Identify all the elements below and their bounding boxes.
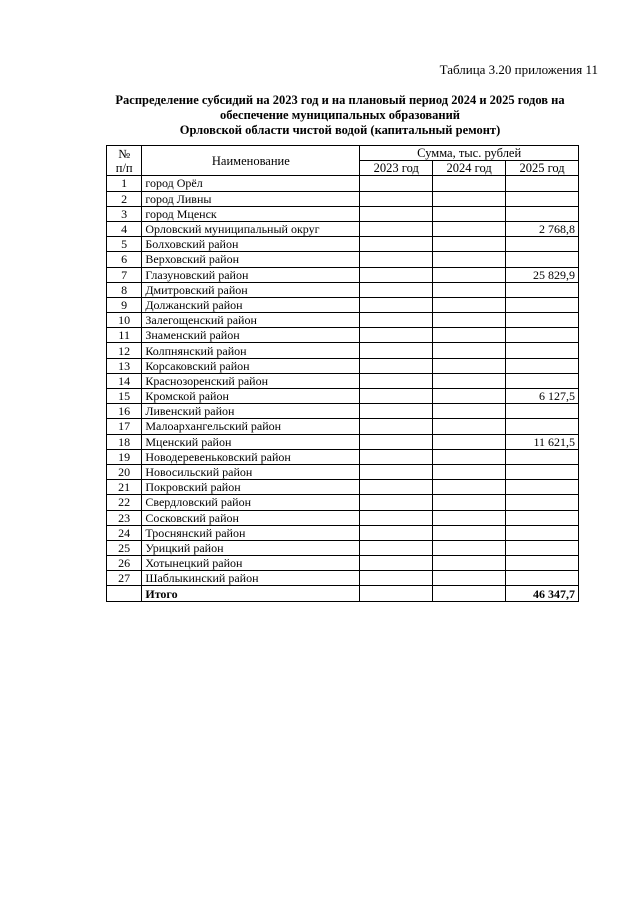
title-line: Орловской области чистой водой (капитальный ремонт) (179, 123, 501, 137)
row-value-2025 (506, 510, 579, 525)
row-value-2023 (360, 449, 433, 464)
row-value-2023 (360, 540, 433, 555)
row-value-2025 (506, 313, 579, 328)
row-value-2024 (433, 206, 506, 221)
table-row (107, 556, 579, 571)
row-value-2025 (506, 373, 579, 388)
row-number: 26 (107, 556, 142, 571)
row-number: 6 (107, 252, 142, 267)
table-row (107, 282, 579, 297)
row-value-2025 (506, 328, 579, 343)
row-value-2024 (433, 252, 506, 267)
row-name: город Мценск (142, 206, 360, 221)
row-name: Свердловский район (142, 495, 360, 510)
row-value-2024 (433, 571, 506, 586)
row-value-2023 (360, 221, 433, 236)
row-value-2025 (506, 282, 579, 297)
row-number: 1 (107, 176, 142, 191)
table-row (107, 358, 579, 373)
row-value-2023 (360, 525, 433, 540)
row-value-2024 (433, 237, 506, 252)
row-name: Покровский район (142, 480, 360, 495)
row-number: 13 (107, 358, 142, 373)
row-value-2023 (360, 495, 433, 510)
row-name: Корсаковский район (142, 358, 360, 373)
row-value-2025 (506, 206, 579, 221)
row-name: Мценский район (142, 434, 360, 449)
row-name: Хотынецкий район (142, 556, 360, 571)
row-number: 24 (107, 525, 142, 540)
table-row (107, 373, 579, 388)
table-row (107, 480, 579, 495)
row-value-2024 (433, 419, 506, 434)
row-value-2024 (433, 358, 506, 373)
table-row (107, 328, 579, 343)
table-header (107, 146, 579, 176)
table-row (107, 313, 579, 328)
row-number: 15 (107, 389, 142, 404)
total-value-2024 (433, 586, 506, 601)
row-value-2025 (506, 571, 579, 586)
row-value-2025 (506, 404, 579, 419)
row-name: Орловский муниципальный округ (142, 221, 360, 236)
total-row (107, 586, 579, 601)
row-value-2025 (506, 525, 579, 540)
row-value-2023 (360, 252, 433, 267)
header-name: Наименование (142, 146, 360, 176)
table-row (107, 540, 579, 555)
row-name: Должанский район (142, 297, 360, 312)
row-value-2024 (433, 525, 506, 540)
row-number: 25 (107, 540, 142, 555)
row-value-2025: 25 829,9 (506, 267, 579, 282)
row-value-2023 (360, 434, 433, 449)
row-value-2025 (506, 191, 579, 206)
row-number: 8 (107, 282, 142, 297)
row-value-2024 (433, 540, 506, 555)
row-name: Дмитровский район (142, 282, 360, 297)
row-number: 2 (107, 191, 142, 206)
row-value-2024 (433, 313, 506, 328)
row-name: Новосильский район (142, 464, 360, 479)
row-name: Ливенский район (142, 404, 360, 419)
row-value-2025 (506, 343, 579, 358)
row-value-2024 (433, 480, 506, 495)
row-value-2023 (360, 404, 433, 419)
row-number: 14 (107, 373, 142, 388)
table-row (107, 419, 579, 434)
row-name: Знаменский район (142, 328, 360, 343)
row-name: Болховский район (142, 237, 360, 252)
table-row (107, 206, 579, 221)
row-value-2023 (360, 237, 433, 252)
row-value-2024 (433, 495, 506, 510)
total-value-2025: 46 347,7 (506, 586, 579, 601)
row-number: 19 (107, 449, 142, 464)
title-line: обеспечение муниципальных образований (220, 108, 460, 122)
table-row (107, 252, 579, 267)
row-number: 22 (107, 495, 142, 510)
row-value-2023 (360, 358, 433, 373)
row-value-2025 (506, 419, 579, 434)
table-row (107, 176, 579, 191)
row-value-2024 (433, 267, 506, 282)
row-number: 17 (107, 419, 142, 434)
row-value-2025 (506, 495, 579, 510)
row-number: 16 (107, 404, 142, 419)
row-number: 7 (107, 267, 142, 282)
row-name: Шаблыкинский район (142, 571, 360, 586)
row-value-2023 (360, 571, 433, 586)
total-value-2023 (360, 586, 433, 601)
row-name: Глазуновский район (142, 267, 360, 282)
row-value-2023 (360, 556, 433, 571)
row-value-2023 (360, 176, 433, 191)
row-value-2024 (433, 464, 506, 479)
row-number: 11 (107, 328, 142, 343)
table-row (107, 191, 579, 206)
row-number: 4 (107, 221, 142, 236)
row-value-2024 (433, 449, 506, 464)
total-label: Итого (142, 586, 360, 601)
row-value-2025 (506, 480, 579, 495)
row-number: 9 (107, 297, 142, 312)
row-number: 27 (107, 571, 142, 586)
row-value-2024 (433, 176, 506, 191)
table-reference: Таблица 3.20 приложения 11 (439, 62, 598, 77)
row-name: Колпнянский район (142, 343, 360, 358)
row-name: Новодеревеньковский район (142, 449, 360, 464)
row-value-2025 (506, 449, 579, 464)
row-value-2024 (433, 556, 506, 571)
row-value-2025 (506, 540, 579, 555)
row-value-2025: 2 768,8 (506, 221, 579, 236)
table-row (107, 221, 579, 236)
table-row (107, 404, 579, 419)
row-value-2024 (433, 343, 506, 358)
title-line: Распределение субсидий на 2023 год и на плановый период 2024 и 2025 годов на (115, 93, 565, 107)
row-value-2024 (433, 373, 506, 388)
row-value-2024 (433, 434, 506, 449)
row-name: Залегощенский район (142, 313, 360, 328)
row-value-2025 (506, 237, 579, 252)
row-value-2024 (433, 404, 506, 419)
subsidy-table (106, 145, 579, 602)
row-value-2025 (506, 176, 579, 191)
header-year-2023: 2023 год (360, 161, 433, 176)
row-number: 12 (107, 343, 142, 358)
row-number: 5 (107, 237, 142, 252)
row-value-2024 (433, 328, 506, 343)
row-number: 10 (107, 313, 142, 328)
row-number: 20 (107, 464, 142, 479)
row-value-2023 (360, 480, 433, 495)
row-value-2023 (360, 191, 433, 206)
header-sum-group: Сумма, тыс. рублей (360, 146, 579, 161)
row-value-2023 (360, 297, 433, 312)
row-name: город Орёл (142, 176, 360, 191)
row-value-2024 (433, 297, 506, 312)
row-name: Малоархангельский район (142, 419, 360, 434)
row-value-2023 (360, 282, 433, 297)
row-value-2025 (506, 358, 579, 373)
row-number: 3 (107, 206, 142, 221)
row-value-2025 (506, 297, 579, 312)
row-value-2023 (360, 464, 433, 479)
table-row (107, 449, 579, 464)
table-row (107, 389, 579, 404)
row-name: Кромской район (142, 389, 360, 404)
row-value-2024 (433, 221, 506, 236)
table-row (107, 525, 579, 540)
row-number: 18 (107, 434, 142, 449)
row-name: Сосковский район (142, 510, 360, 525)
row-value-2024 (433, 191, 506, 206)
row-value-2025: 6 127,5 (506, 389, 579, 404)
row-value-2025 (506, 252, 579, 267)
row-value-2023 (360, 343, 433, 358)
row-value-2023 (360, 389, 433, 404)
table-row (107, 237, 579, 252)
table-row (107, 510, 579, 525)
row-value-2023 (360, 267, 433, 282)
table-row (107, 343, 579, 358)
table-body (107, 176, 579, 601)
row-name: Краснозоренский район (142, 373, 360, 388)
row-value-2023 (360, 373, 433, 388)
header-year-2025: 2025 год (506, 161, 579, 176)
document-title (70, 93, 610, 138)
table-row (107, 495, 579, 510)
row-value-2023 (360, 206, 433, 221)
table-row (107, 297, 579, 312)
row-value-2023 (360, 510, 433, 525)
row-value-2025: 11 621,5 (506, 434, 579, 449)
row-name: город Ливны (142, 191, 360, 206)
row-name: Троснянский район (142, 525, 360, 540)
row-value-2024 (433, 282, 506, 297)
row-value-2023 (360, 419, 433, 434)
row-number: 21 (107, 480, 142, 495)
row-value-2025 (506, 464, 579, 479)
total-number (107, 586, 142, 601)
row-value-2024 (433, 389, 506, 404)
row-name: Верховский район (142, 252, 360, 267)
header-year-2024: 2024 год (433, 161, 506, 176)
table-row (107, 571, 579, 586)
row-value-2024 (433, 510, 506, 525)
table-row (107, 267, 579, 282)
row-value-2025 (506, 556, 579, 571)
table-row (107, 464, 579, 479)
row-name: Урицкий район (142, 540, 360, 555)
row-number: 23 (107, 510, 142, 525)
table-row (107, 434, 579, 449)
row-value-2023 (360, 328, 433, 343)
header-number: № п/п (107, 146, 142, 176)
row-value-2023 (360, 313, 433, 328)
